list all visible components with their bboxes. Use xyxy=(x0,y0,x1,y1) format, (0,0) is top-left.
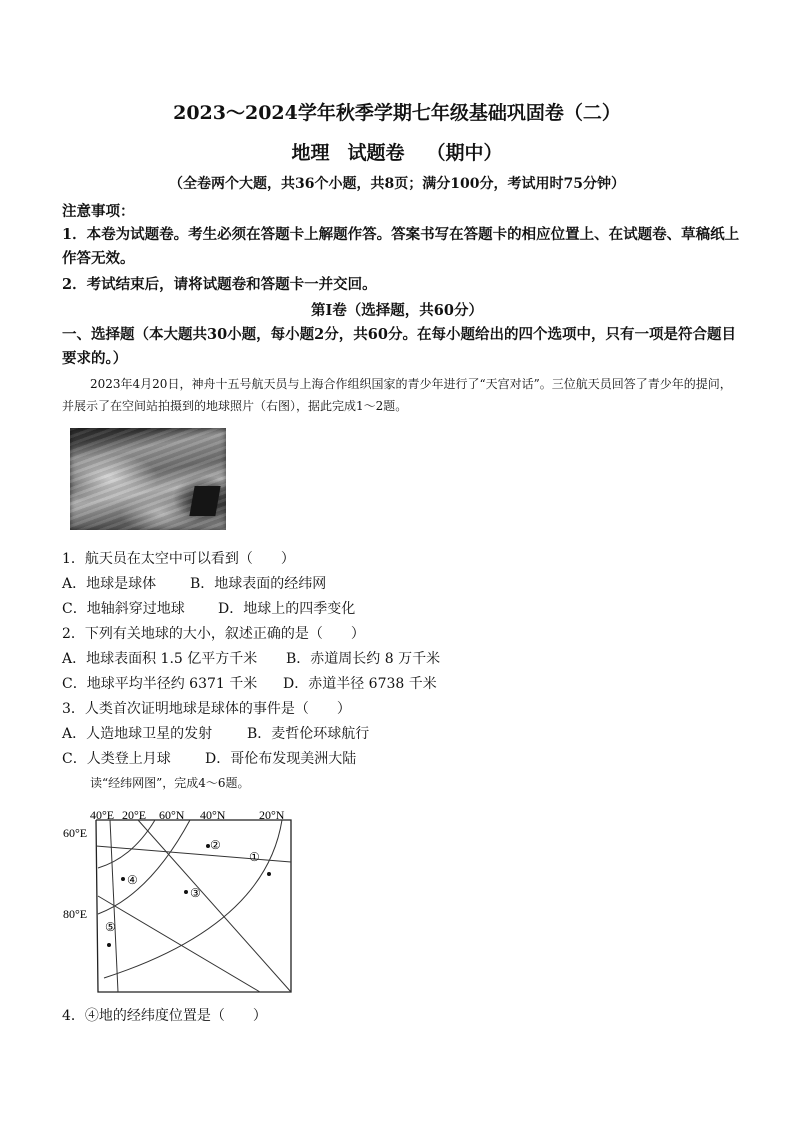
q2-option-a: A．地球表面积 1.5 亿平方千米 xyxy=(62,651,258,667)
map-frame xyxy=(96,820,291,992)
label-80e: 80°E xyxy=(63,907,88,921)
q2-option-c: C．地球平均半径约 6371 千米 xyxy=(62,676,258,692)
part-title: 第Ⅰ卷（选择题，共60分） xyxy=(311,302,483,319)
label-20e: 20°E xyxy=(122,808,147,822)
q1-option-b: B．地球表面的经纬网 xyxy=(190,576,327,592)
q2-option-b: B．赤道周长约 8 万千米 xyxy=(286,651,441,667)
notice-heading: 注意事项： xyxy=(62,203,135,220)
paper-type-label: 试题卷 xyxy=(347,142,405,164)
point-2-label: ② xyxy=(210,838,221,852)
spacecraft-silhouette xyxy=(189,486,220,516)
passage-1: 2023年4月20日，神舟十五号航天员与上海合作组织国家的青少年进行了“天宫对话”。三位航天员回答了青少年的提问，并展示了在空间站拍摄到的地球照片（右图），据此完成1～2题。 xyxy=(62,377,732,413)
term-label: （期中） xyxy=(426,142,503,164)
exam-title: 2023～2024学年秋季学期七年级基础巩固卷（二） xyxy=(173,102,621,124)
subject-label: 地理 xyxy=(291,142,330,164)
grid-point-dot xyxy=(184,890,188,894)
point-4-label: ④ xyxy=(127,873,138,887)
earth-photo xyxy=(70,428,226,530)
grid-point-dot xyxy=(107,943,111,947)
q3-option-c: C．人类登上月球 xyxy=(62,751,171,767)
label-60e: 60°E xyxy=(63,826,88,840)
q2-option-d: D．赤道半径 6738 千米 xyxy=(283,676,437,692)
q1-option-d: D．地球上的四季变化 xyxy=(218,601,356,617)
exam-subtitle xyxy=(0,138,794,165)
notice-item-1: 1．本卷为试题卷。考生必须在答题卡上解题作答。答案书写在答题卡的相应位置上、在试题卷、草稿纸上作答无效。 xyxy=(62,226,740,267)
grid-point-dot xyxy=(267,872,271,876)
point-5-label: ⑤ xyxy=(105,920,116,934)
q1-stem: 1．航天员在太空中可以看到（ ） xyxy=(62,551,295,567)
notice-item-2: 2．考试结束后，请将试题卷和答题卡一并交回。 xyxy=(62,276,377,293)
point-1-label: ① xyxy=(249,850,260,864)
lat-lon-grid-map xyxy=(60,806,300,998)
q3-option-d: D．哥伦布发现美洲大陆 xyxy=(205,751,357,767)
q1-option-c: C．地轴斜穿过地球 xyxy=(62,601,185,617)
q4-stem: 4．④地的经纬度位置是（ ） xyxy=(62,1008,267,1024)
q1-option-a: A．地球是球体 xyxy=(62,576,157,592)
longitude-line-80e xyxy=(98,896,260,992)
label-40n: 40°N xyxy=(200,808,226,822)
section-instructions: 一、选择题（本大题共30小题，每小题2分，共60分。在每小题给出的四个选项中，只有一项是符合题目要求的。） xyxy=(62,326,736,367)
label-40e: 40°E xyxy=(90,808,115,822)
q3-option-a: A．人造地球卫星的发射 xyxy=(62,726,213,742)
q2-stem: 2．下列有关地球的大小，叙述正确的是（ ） xyxy=(62,626,365,642)
exam-info: （全卷两个大题，共36个小题，共8页；满分100分，考试用时75分钟） xyxy=(169,176,625,192)
label-20n: 20°N xyxy=(259,808,285,822)
latitude-arc-60n xyxy=(98,820,155,868)
grid-point-dot xyxy=(121,877,125,881)
passage-2: 读“经纬网图”，完成4～6题。 xyxy=(90,776,250,790)
q3-option-b: B．麦哲伦环球航行 xyxy=(247,726,370,742)
point-3-label: ③ xyxy=(190,886,201,900)
label-60n: 60°N xyxy=(159,808,185,822)
q3-stem: 3．人类首次证明地球是球体的事件是（ ） xyxy=(62,701,351,717)
